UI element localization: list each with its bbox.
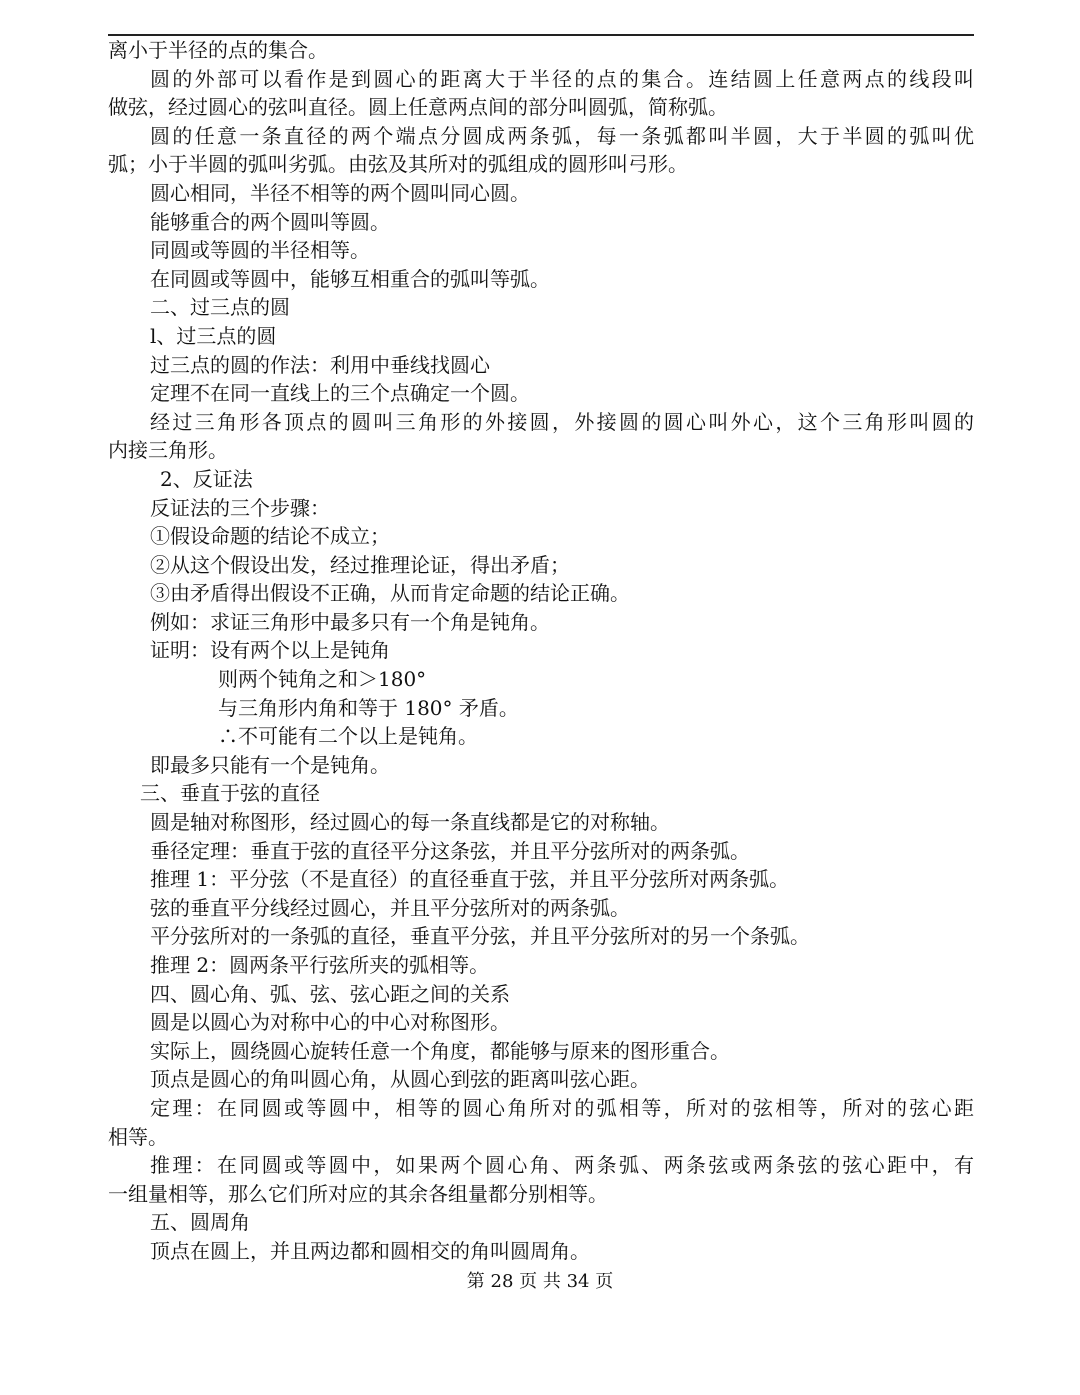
text-line: 平分弦所对的一条弧的直径，垂直平分弦，并且平分弦所对的另一个条弧。 [150, 924, 810, 949]
text-line: 圆心相同，半径不相等的两个圆叫同心圆。 [150, 180, 530, 205]
step-item: ①假设命题的结论不成立； [150, 524, 390, 549]
text-line: 相等。 [108, 1124, 168, 1149]
text-line: 推理：在同圆或等圆中，如果两个圆心角、两条弧、两条弦或两条弦的弦心距中，有 [150, 1153, 974, 1178]
text-line: 做弦，经过圆心的弦叫直径。圆上任意两点间的部分叫圆弧，简称弧。 [108, 95, 728, 120]
page-footer: 第 28 页 共 34 页 [466, 1271, 614, 1292]
text-line: 实际上，圆绕圆心旋转任意一个角度，都能够与原来的图形重合。 [150, 1038, 730, 1063]
text-line: 内接三角形。 [108, 438, 228, 463]
subsection-heading: 2、反证法 [160, 466, 253, 491]
text-line: 定理：在同圆或等圆中，相等的圆心角所对的弧相等，所对的弦相等，所对的弦心距 [150, 1095, 974, 1120]
step-item: ③由矛盾得出假设不正确，从而肯定命题的结论正确。 [150, 581, 630, 606]
step-item: ②从这个假设出发，经过推理论证，得出矛盾； [150, 552, 570, 577]
text-line: 离小于半径的点的集合。 [108, 38, 328, 62]
proof-line: ∴不可能有二个以上是钝角。 [218, 724, 478, 749]
text-line: 圆是轴对称图形，经过圆心的每一条直线都是它的对称轴。 [150, 810, 670, 835]
proof-line: 则两个钝角之和＞180° [218, 667, 427, 692]
proof-line: 证明：设有两个以上是钝角 [150, 638, 390, 663]
text-line: 能够重合的两个圆叫等圆。 [150, 209, 390, 234]
text-line: 经过三角形各顶点的圆叫三角形的外接圆，外接圆的圆心叫外心，这个三角形叫圆的 [150, 409, 974, 434]
text-line: 圆是以圆心为对称中心的中心对称图形。 [150, 1010, 510, 1035]
proof-line: 与三角形内角和等于 180° 矛盾。 [218, 695, 519, 720]
text-line: 弧；小于半圆的弧叫劣弧。由弦及其所对的弧组成的圆形叫弓形。 [108, 152, 688, 177]
text-line: 弦的垂直平分线经过圆心，并且平分弦所对的两条弧。 [150, 895, 630, 920]
text-line: 垂径定理：垂直于弦的直径平分这条弦，并且平分弦所对的两条弧。 [150, 838, 750, 863]
text-line: 在同圆或等圆中，能够互相重合的弧叫等弧。 [150, 266, 550, 291]
text-line: 推理 2：圆两条平行弦所夹的弧相等。 [150, 953, 490, 977]
text-line: 即最多只能有一个是钝角。 [150, 752, 390, 777]
text-line: 顶点是圆心的角叫圆心角，从圆心到弦的距离叫弦心距。 [150, 1067, 650, 1092]
text-line: 反证法的三个步骤： [150, 495, 330, 520]
subsection-heading: l、过三点的圆 [150, 323, 277, 348]
text-line: 推理 1：平分弦（不是直径）的直径垂直于弦，并且平分弦所对两条弧。 [150, 867, 790, 892]
text-line: 例如：求证三角形中最多只有一个角是钝角。 [150, 609, 550, 634]
section-heading: 二、过三点的圆 [150, 295, 290, 320]
document-body [108, 36, 974, 1266]
text-line: 圆的外部可以看作是到圆心的距离大于半径的点的集合。连结圆上任意两点的线段叫 [150, 66, 974, 91]
text-line: 一组量相等，那么它们所对应的其余各组量都分别相等。 [108, 1181, 608, 1206]
text-line: 顶点在圆上，并且两边都和圆相交的角叫圆周角。 [150, 1238, 590, 1263]
text-line: 同圆或等圆的半径相等。 [150, 238, 370, 263]
text-line: 圆的任意一条直径的两个端点分圆成两条弧，每一条弧都叫半圆，大于半圆的弧叫优 [150, 123, 974, 148]
section-heading: 三、垂直于弦的直径 [140, 781, 320, 806]
section-heading: 四、圆心角、弧、弦、弦心距之间的关系 [150, 981, 510, 1006]
section-heading: 五、圆周角 [150, 1210, 250, 1235]
text-line: 过三点的圆的作法：利用中垂线找圆心 [150, 352, 490, 377]
text-line: 定理不在同一直线上的三个点确定一个圆。 [150, 381, 530, 406]
